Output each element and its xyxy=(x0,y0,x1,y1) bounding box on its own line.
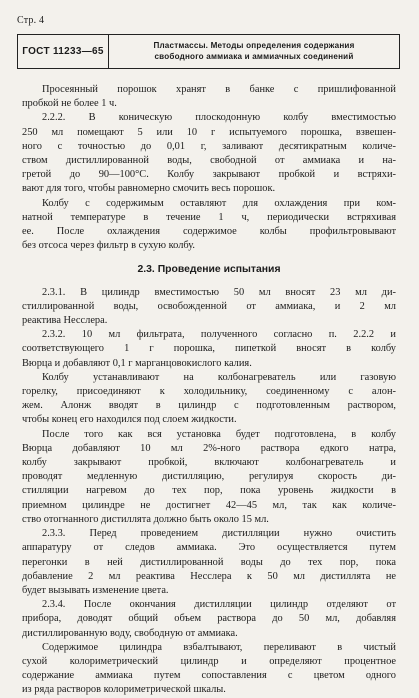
text-line: Просеянный порошок хранят в банке с пришлифованной xyxy=(42,84,396,95)
text-line: прибора, доводят общий объем раствора до 50 мл, добавляя xyxy=(22,613,396,625)
paragraphs-part-2 xyxy=(22,286,396,698)
text-line: 2.3.1. В цилиндр вместимостью 50 мл вносят 23 мл ди- xyxy=(42,286,396,298)
text-line: соответствующего 1 г порошка, пипеткой вносят в колбу xyxy=(22,343,396,355)
text-line: аппаратуру от следов аммиака. Это осуществляется путем xyxy=(22,542,396,554)
text-line: натной температуре в течение 1 ч, периодически встряхивая xyxy=(22,211,396,223)
paragraphs-part-1 xyxy=(22,83,396,253)
text-line: без отсоса через фильтр в сухую колбу. xyxy=(22,240,196,252)
text-line: Колбу устанавливают на колбонагреватель или газовую xyxy=(42,371,396,383)
text-line: ее. После охлаждения содержимое колбы профильтровывают xyxy=(22,226,396,238)
paragraph-q6 xyxy=(22,598,396,641)
text-line: дистиллированную воду, свободную от аммиака. xyxy=(22,627,238,639)
text-line: гретой до 90—100°С. Колбу закрывают пробкой и встряхи- xyxy=(22,169,396,181)
text-line: содержание аммиака путем сопоставления с цветом одного xyxy=(22,670,396,682)
text-line: Содержимое цилиндра взбалтывают, переливают в чистый xyxy=(42,641,396,653)
text-line: Вюрца и добавляют 0,1 г марганцовокислого калия. xyxy=(22,357,252,369)
paragraph-q2 xyxy=(22,328,396,371)
text-line: ством дистиллированной воды, свободной от аммиака и на- xyxy=(22,155,396,167)
text-line: 2.3.4. После окончания дистилляции цилиндр отделяют от xyxy=(42,599,396,611)
text-line: сухой колориметрический цилиндр и определяют процентное xyxy=(22,655,396,667)
paragraph-q1 xyxy=(22,286,396,329)
text-line: будет вызывать изменение цвета. xyxy=(22,584,169,596)
text-line: стиллированной воды, освобожденной от аммиака, и 2 мл xyxy=(22,300,396,312)
text-line: жем. Алонж вводят в цилиндр с подготовленным раствором, xyxy=(22,400,396,412)
paragraph-p2 xyxy=(22,111,396,196)
paragraph-q5 xyxy=(22,527,396,598)
text-line: колбу закрывают пробкой, включают колбонагреватель и xyxy=(22,457,396,469)
text-line: горелку, присоединяют к холодильнику, соединенному с алон- xyxy=(22,386,396,398)
text-line: пробкой не более 1 ч. xyxy=(22,98,117,110)
paragraph-p3 xyxy=(22,197,396,254)
text-line: чтобы конец его находился под слоем жидкости. xyxy=(22,414,237,426)
document-header xyxy=(17,34,400,69)
text-line: из ряда растворов колориметрической шкалы. xyxy=(22,684,226,696)
text-line: добавление 2 мл реактива Несслера к 50 мл дистиллята не xyxy=(22,570,396,582)
text-line: стилляции нагревом до тех пор, пока уровень жидкости в xyxy=(22,485,396,497)
paragraph-q3 xyxy=(22,371,396,428)
text-line: проводят медленную дистилляцию, регулируя скорость ди- xyxy=(22,471,396,483)
page-number: Стр. 4 xyxy=(17,15,45,26)
text-line: ство отогнанного дистиллята должно быть около 15 мл. xyxy=(22,513,269,525)
section-title: 2.3. Проведение испытания xyxy=(137,264,281,276)
paragraph-q7 xyxy=(22,641,396,698)
text-line: 250 мл помещают 5 или 10 г испытуемого порошка, взвешен- xyxy=(22,126,396,138)
paragraph-p1 xyxy=(22,83,396,111)
text-line: После того как вся установка будет подготовлена, в колбу xyxy=(42,428,396,440)
text-line: 2.2.2. В коническую плоскодонную колбу вместимостью xyxy=(42,112,396,124)
text-line: 2.3.3. Перед проведением дистилляции нужно очистить xyxy=(42,528,396,540)
text-line: реактива Несслера. xyxy=(22,315,108,327)
header-title xyxy=(109,35,399,68)
text-line: 2.3.2. 10 мл фильтрата, полученного согласно п. 2.2.2 и xyxy=(42,329,396,341)
paragraph-q4 xyxy=(22,428,396,527)
text-line: Вюрца добавляют 10 мл 2%-ного раствора едкого натра, xyxy=(22,442,396,454)
standard-number: ГОСТ 11233—65 xyxy=(18,35,109,68)
text-line: перегонки в ней дистиллированной воды до тех пор, пока xyxy=(22,556,396,568)
header-title-line-2: свободного аммиака и аммиачных соединений xyxy=(154,51,354,61)
text-line: вают для того, чтобы равномерно смочить весь порошок. xyxy=(22,183,276,195)
text-line: Колбу с содержимым оставляют для охлаждения при ком- xyxy=(42,197,396,209)
document-body xyxy=(22,83,396,698)
text-line: ного с точностью до 0,01 г, заливают десятикратным количе- xyxy=(22,140,396,152)
header-title-line-1: Пластмассы. Методы определения содержания xyxy=(153,41,355,50)
text-line: приемном цилиндре не достигнет 42—45 мл, так как количе- xyxy=(22,499,396,511)
